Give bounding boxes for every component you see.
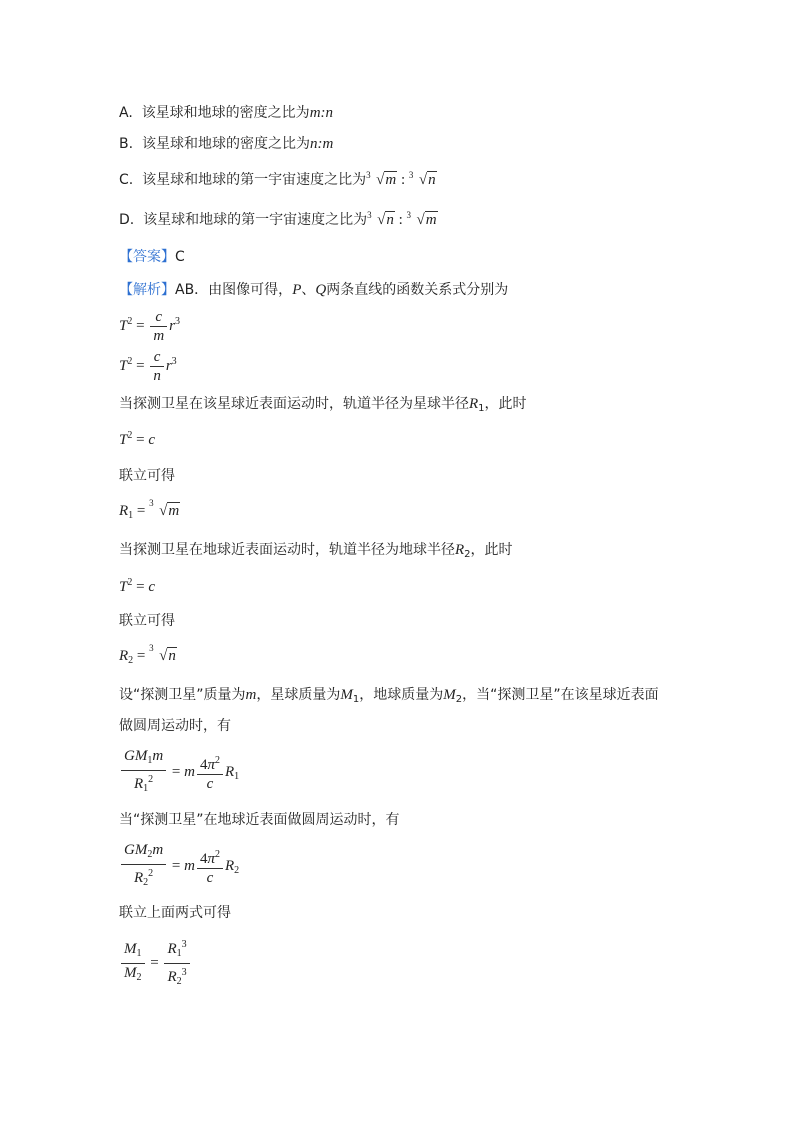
option-a-text: 该星球和地球的密度之比为	[141, 105, 310, 121]
option-a-label: A.	[119, 105, 133, 121]
formula-r2: $R_2$ = 3 √n	[119, 643, 176, 666]
option-d: D. 该星球和地球的第一宇宙速度之比为 3 √n : 3 √m	[119, 210, 437, 228]
answer-value: C	[175, 249, 185, 265]
analysis-planet-line: 当探测卫星在该星球近表面运动时，轨道半径为星球半径$R_1$，此时	[119, 396, 527, 414]
option-c-text: 该星球和地球的第一宇宙速度之比为	[142, 172, 367, 188]
analysis-joint-2: 联立可得	[119, 613, 175, 629]
option-c-right: n	[428, 172, 436, 188]
analysis-earth-circular: 当“探测卫星”在地球近表面做圆周运动时，有	[119, 812, 400, 828]
option-d-left: n	[386, 212, 394, 228]
formula-t2-n: $T^2$ = $\frac{c}{n}$ $r^3$	[119, 349, 177, 384]
option-b-label: B.	[119, 136, 134, 152]
formula-mass-ratio: $\frac{M_1}{M_2}$ = $\frac{R_1^3}{R_2^3}$	[119, 937, 192, 990]
option-c-label: C.	[119, 172, 134, 188]
option-a-value: m:n	[309, 105, 334, 121]
option-b-value: n:m	[309, 136, 334, 152]
option-a	[119, 104, 333, 122]
formula-t2-c-2: $T^2 = c$	[119, 577, 155, 595]
analysis-intro: 【解析】AB．由图像可得，P、Q两条直线的函数关系式分别为	[119, 282, 509, 298]
option-d-right: m	[425, 212, 437, 228]
analysis-joint-3: 联立上面两式可得	[119, 905, 231, 921]
analysis-joint-1: 联立可得	[119, 468, 175, 484]
option-c: C. 该星球和地球的第一宇宙速度之比为 3 √m : 3 √n	[119, 170, 436, 188]
formula-r1: $R_1$ = 3 √m	[119, 498, 180, 521]
option-c-left: m	[385, 172, 397, 188]
option-b	[119, 135, 333, 153]
answer-line	[119, 248, 185, 266]
analysis-set-line-2: 做圆周运动时，有	[119, 718, 231, 734]
analysis-earth-line: 当探测卫星在地球近表面运动时，轨道半径为地球半径$R_2$，此时	[119, 542, 513, 560]
formula-t2-c-1: $T^2 = c$	[119, 430, 155, 448]
formula-earth-gravity: $\frac{GM_2m}{R_2^2}$ = m $\frac{4\pi^2}{c}$ $R_2$	[119, 842, 239, 891]
option-b-text: 该星球和地球的密度之比为	[141, 136, 310, 152]
analysis-tag: 【解析】	[119, 282, 175, 298]
analysis-set-line: 设“探测卫星”质量为m，星球质量为$M_1$，地球质量为$M_2$，当“探测卫星”在该星球近表面	[119, 687, 659, 705]
answer-tag: 【答案】	[119, 249, 175, 265]
option-d-text: 该星球和地球的第一宇宙速度之比为	[143, 212, 368, 228]
option-d-label: D.	[119, 212, 135, 228]
formula-t2-m: $T^2$ = $\frac{c}{m}$ $r^3$	[119, 309, 180, 344]
formula-planet-gravity: $\frac{GM_1m}{R_1^2}$ = m $\frac{4\pi^2}{c}$ $R_1$	[119, 748, 239, 797]
